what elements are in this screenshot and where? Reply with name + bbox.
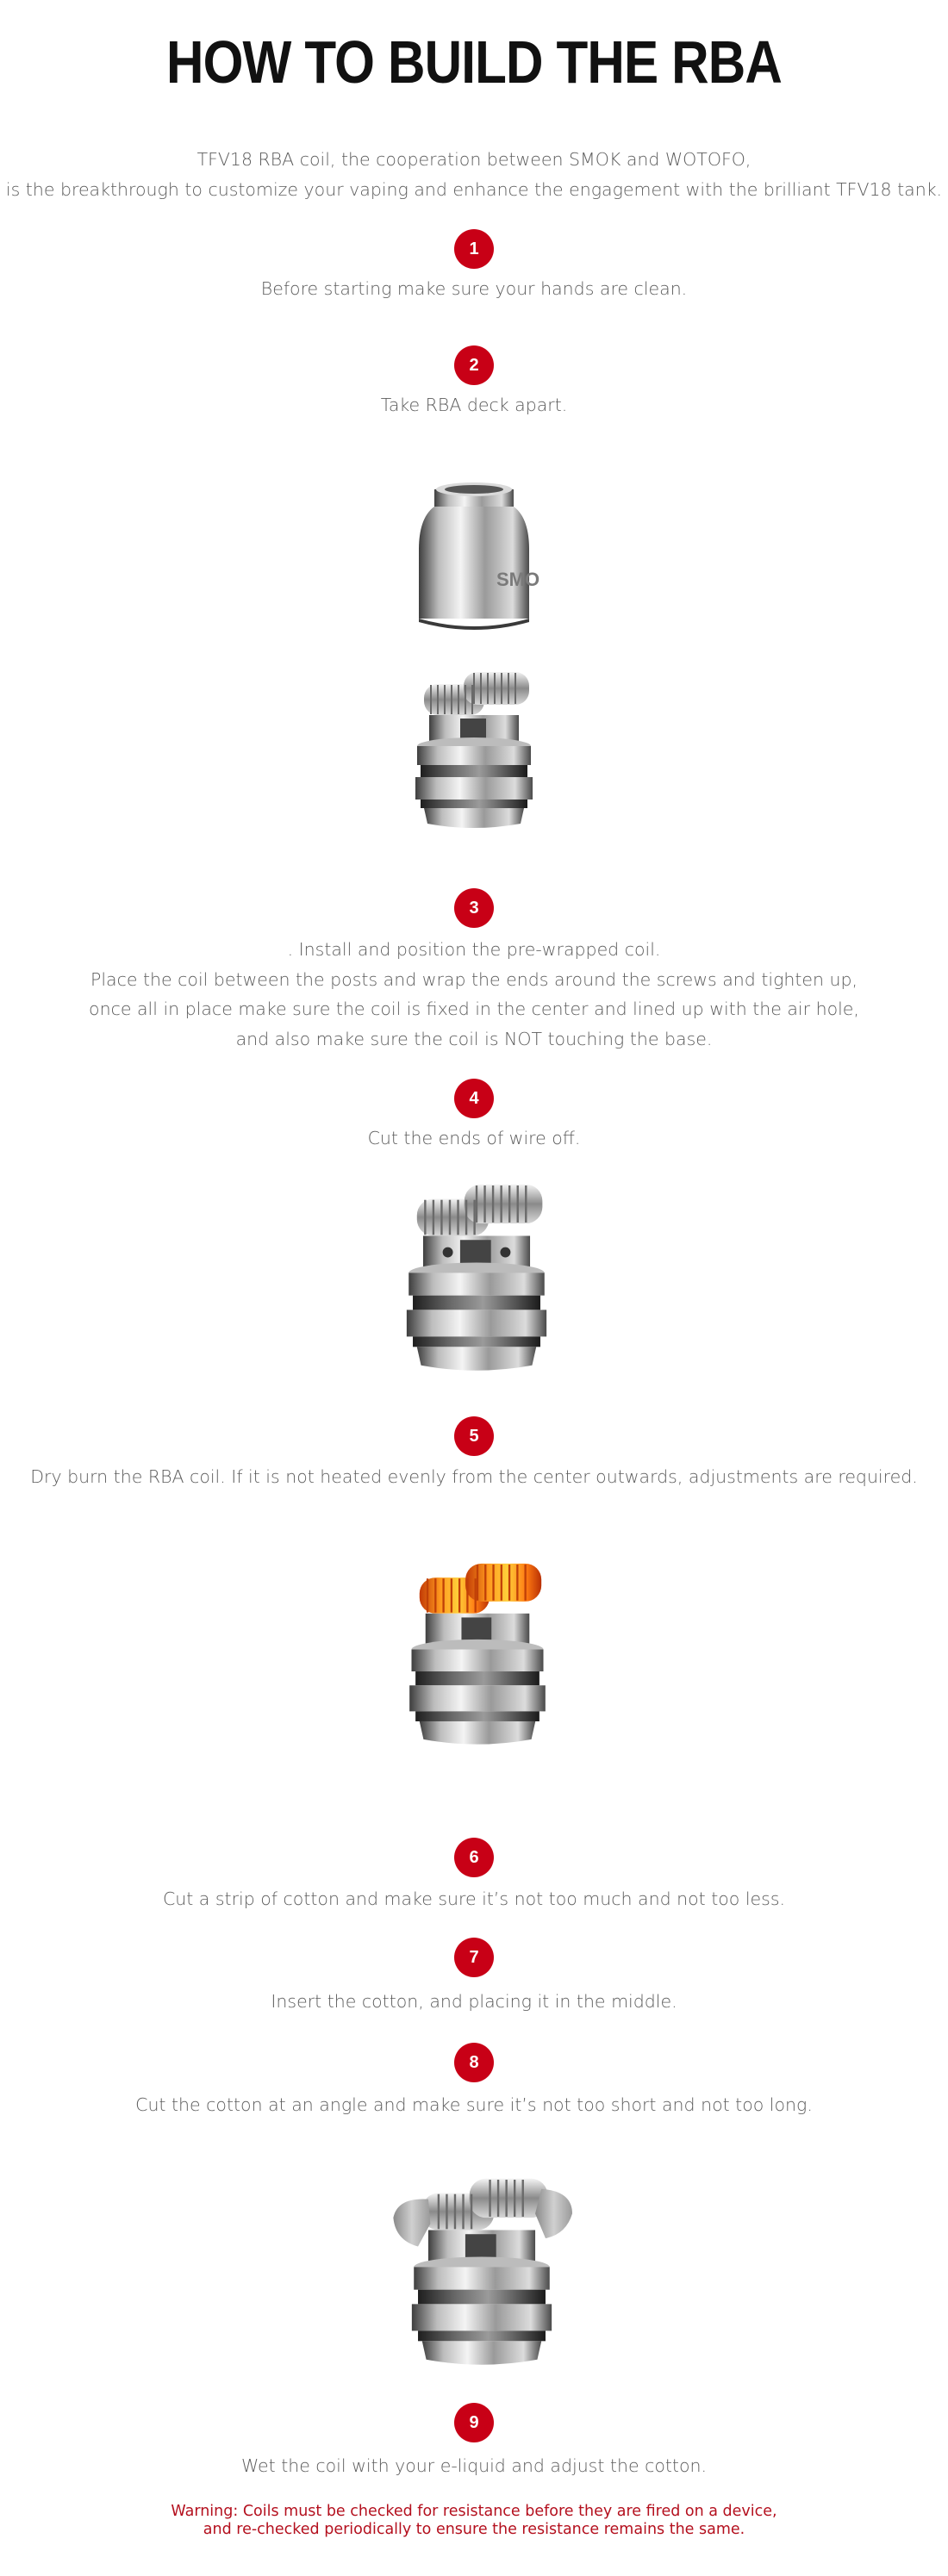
intro-line-2: is the breakthrough to customize your vaping and enhance the engagement with the brilliant TFV18 tank. — [5, 179, 943, 200]
step-3-line-1: . Install and position the pre-wrapped coil. — [287, 939, 661, 960]
step-number-badge: 4 — [454, 1079, 494, 1118]
rba-dry-burn-image — [390, 1556, 565, 1749]
step-number-badge: 1 — [454, 229, 494, 269]
step-1-text: Before starting make sure your hands are clean. — [260, 278, 688, 299]
step-5-text: Dry burn the RBA coil. If it is not heated evenly from the center outwards, adjustments are required. — [30, 1466, 918, 1487]
step-number-badge: 6 — [454, 1838, 494, 1877]
warning-line-1: Warning: Coils must be checked for resistance before they are fired on a device, — [171, 2503, 777, 2520]
step-9-text: Wet the coil with your e-liquid and adjust the cotton. — [240, 2455, 708, 2476]
step-3-line-4: and also make sure the coil is NOT touching the base. — [235, 1029, 713, 1049]
step-number-badge: 7 — [454, 1938, 494, 1977]
step-number-badge: 9 — [454, 2403, 494, 2442]
step-7-text: Insert the cotton, and placing it in the middle. — [271, 1991, 677, 2012]
warning-line-2: and re-checked periodically to ensure the resistance remains the same. — [203, 2521, 745, 2538]
step-number-badge: 8 — [454, 2043, 494, 2082]
step-6-text: Cut a strip of cotton and make sure it’s not too much and not too less. — [162, 1888, 786, 1909]
step-number-badge: 2 — [454, 345, 494, 385]
rba-deck-image — [398, 667, 550, 831]
rba-cap-image — [405, 481, 543, 636]
step-2-text: Take RBA deck apart. — [380, 395, 568, 415]
step-number-badge: 3 — [454, 888, 494, 928]
step-3-line-3: once all in place make sure the coil is fixed in the center and lined up with the air hole, — [89, 999, 859, 1019]
rba-cotton-image — [391, 2171, 572, 2369]
intro-line-1: TFV18 RBA coil, the cooperation between SMOK and WOTOFO, — [196, 149, 752, 170]
step-3-line-2: Place the coil between the posts and wrap the ends around the screws and tighten up, — [90, 969, 858, 990]
step-4-text: Cut the ends of wire off. — [367, 1128, 581, 1148]
rba-deck-wire-cut-image — [386, 1177, 567, 1375]
page-title: HOW TO BUILD THE RBA — [165, 28, 783, 96]
step-number-badge: 5 — [454, 1416, 494, 1456]
cap-brand-text: SMO — [496, 569, 540, 590]
step-8-text: Cut the cotton at an angle and make sure it’s not too short and not too long. — [135, 2094, 813, 2115]
